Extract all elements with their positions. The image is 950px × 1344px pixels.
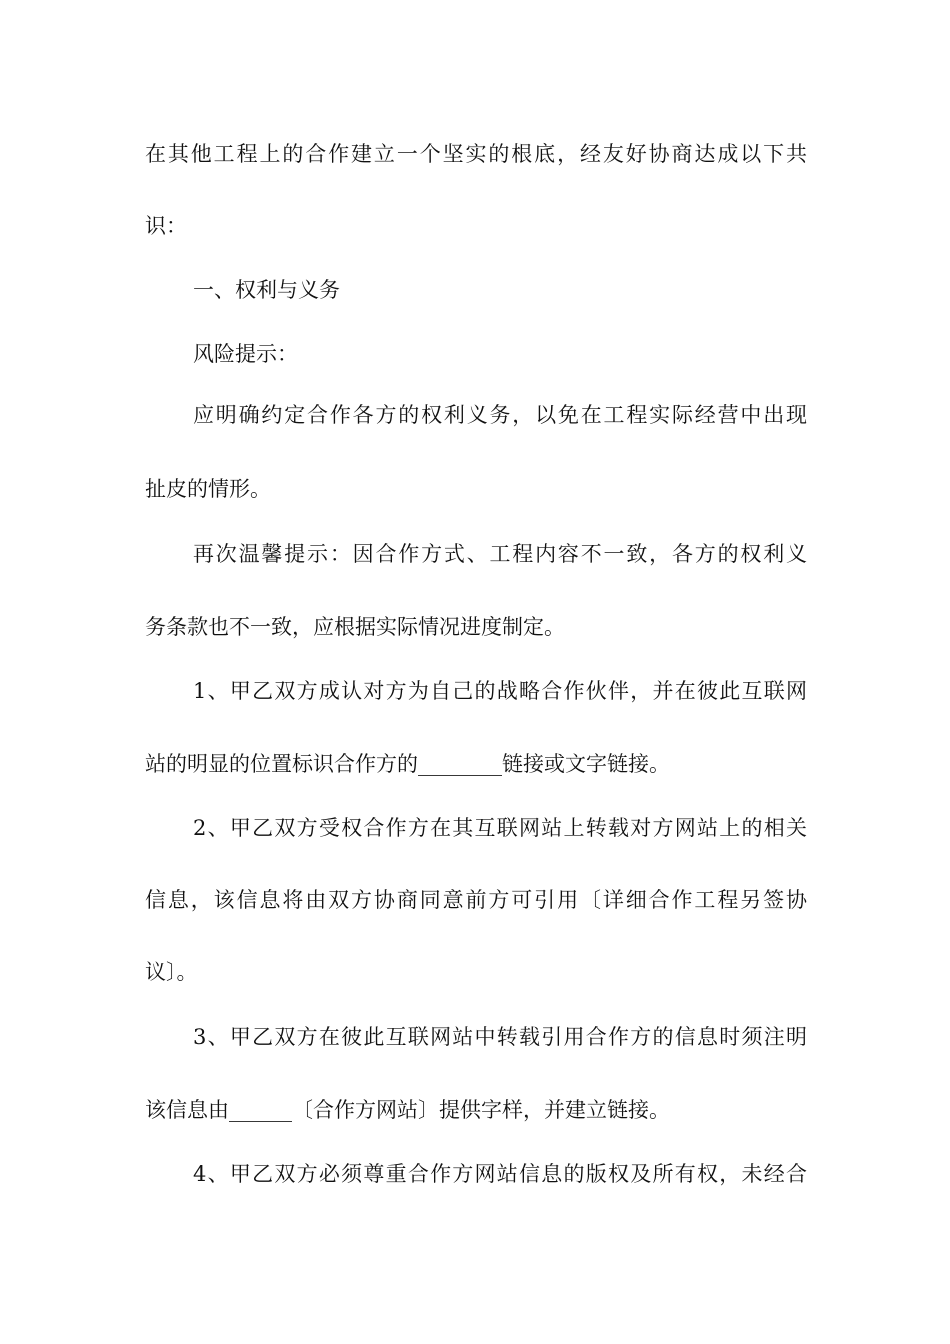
paragraph-line: 在其他工程上的合作建立一个坚实的根底，经友好协商达成以下共: [145, 142, 807, 166]
paragraph-line: 应明确约定合作各方的权利义务，以免在工程实际经营中出现: [193, 403, 807, 427]
paragraph-line: 站的明显的位置标识合作方的________链接或文字链接。: [145, 752, 670, 776]
paragraph-line: 信息，该信息将由双方协商同意前方可引用〔详细合作工程另签协: [145, 888, 807, 912]
paragraph-line: 务条款也不一致，应根据实际情况进度制定。: [145, 615, 565, 639]
paragraph-line: 扯皮的情形。: [145, 477, 271, 501]
paragraph-line: 再次温馨提示：因合作方式、工程内容不一致，各方的权利义: [193, 542, 807, 566]
paragraph-line: 该信息由______〔合作方网站〕提供字样，并建立链接。: [145, 1098, 670, 1122]
paragraph-line: 3、甲乙双方在彼此互联网站中转载引用合作方的信息时须注明: [193, 1025, 807, 1049]
section-heading: 一、权利与义务: [193, 278, 340, 302]
paragraph-line: 2、甲乙双方受权合作方在其互联网站上转载对方网站上的相关: [193, 816, 807, 840]
paragraph-line: 4、甲乙双方必须尊重合作方网站信息的版权及所有权，未经合: [193, 1162, 807, 1186]
paragraph-line: 议〕。: [145, 960, 198, 984]
paragraph-line: 识：: [145, 214, 187, 238]
paragraph-line: 风险提示：: [193, 342, 298, 366]
paragraph-line: 1、甲乙双方成认对方为自己的战略合作伙伴，并在彼此互联网: [193, 679, 807, 703]
